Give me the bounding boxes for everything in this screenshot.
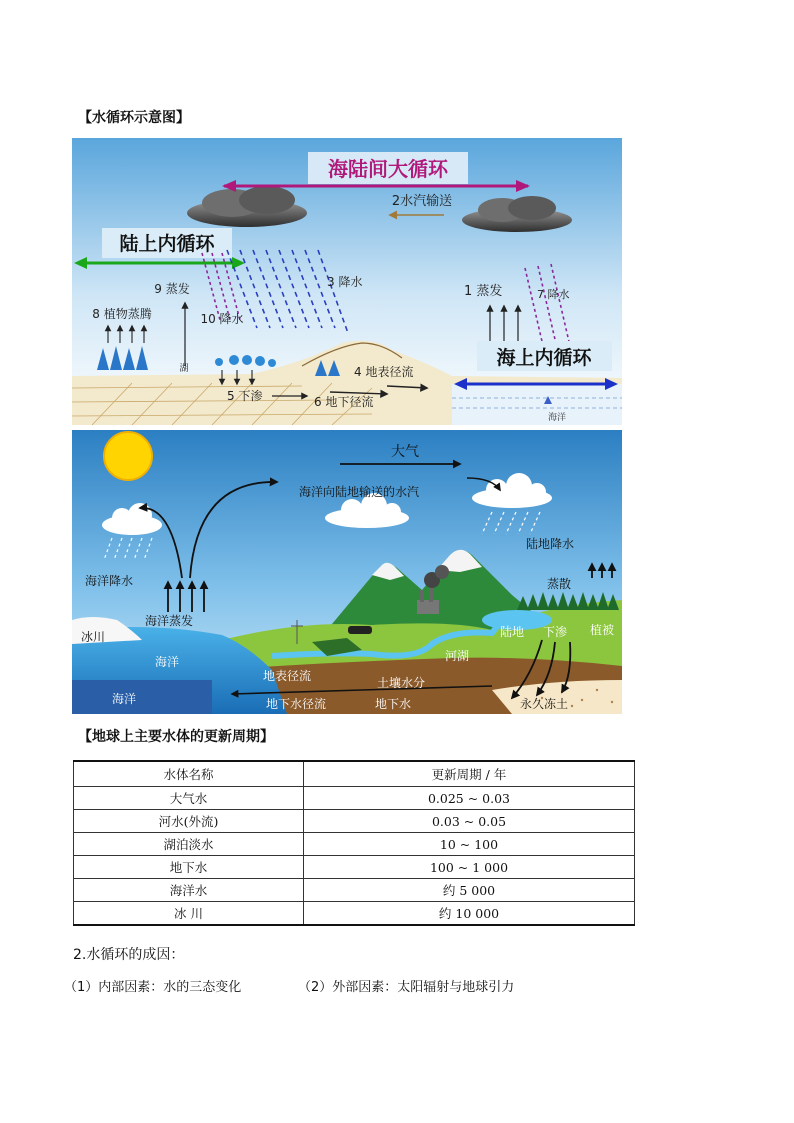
column-header-water-body: 水体名称 <box>74 761 304 787</box>
label-ocean-precipitation: 海洋降水 <box>84 574 134 588</box>
label-atmosphere: 大气 <box>391 444 419 460</box>
label-2-vapor-transport: 2水汽输送 <box>391 194 453 209</box>
label-1-evaporation: 1 蒸发 <box>464 284 503 299</box>
label-9-evaporation: 9 蒸发 <box>154 282 190 296</box>
column-header-renewal-period: 更新周期 / 年 <box>304 761 635 787</box>
label-8-transpiration: 8 植物蒸腾 <box>92 307 152 321</box>
label-7-precipitation: 7 降水 <box>537 288 570 301</box>
sun-icon <box>104 432 152 480</box>
label-6-underground-runoff: 6 地下径流 <box>314 395 374 409</box>
cell-water-body: 大气水 <box>74 787 304 810</box>
table-header-row <box>74 761 635 787</box>
label-groundwater: 地下水 <box>374 697 412 711</box>
label-underground-runoff: 地下水径流 <box>265 697 327 711</box>
label-land-precipitation: 陆地降水 <box>525 537 575 551</box>
table-heading: 【地球上主要水体的更新周期】 <box>78 729 274 745</box>
cell-renewal-period: 10 ~ 100 <box>304 833 635 856</box>
table-row <box>74 833 635 856</box>
cause-internal: （1）内部因素：水的三态变化 <box>64 980 242 995</box>
water-cycle-types-diagram <box>72 138 622 425</box>
label-5-infiltration: 5 下渗 <box>227 389 263 403</box>
cell-water-body: 冰 川 <box>74 902 304 926</box>
label-10-precipitation: 10 降水 <box>200 312 244 326</box>
label-soil-water: 土壤水分 <box>376 676 426 690</box>
renewal-period-table <box>73 760 635 926</box>
cell-renewal-period: 100 ~ 1 000 <box>304 856 635 879</box>
table-row <box>74 787 635 810</box>
label-permafrost: 永久冻土 <box>519 697 569 711</box>
label-4-surface-runoff: 4 地表径流 <box>354 365 414 379</box>
cell-water-body: 地下水 <box>74 856 304 879</box>
table-row <box>74 902 635 926</box>
table-row <box>74 856 635 879</box>
label-land: 陆地 <box>499 625 525 639</box>
cell-renewal-period: 0.03 ~ 0.05 <box>304 810 635 833</box>
cell-water-body: 海洋水 <box>74 879 304 902</box>
label-evapotranspiration: 蒸散 <box>546 577 572 591</box>
sea-cycle-title: 海上内循环 <box>496 347 592 369</box>
cause-external: （2）外部因素：太阳辐射与地球引力 <box>298 980 515 995</box>
cell-water-body: 湖泊淡水 <box>74 833 304 856</box>
cell-renewal-period: 约 10 000 <box>304 902 635 926</box>
land-cycle-title: 陆上内循环 <box>119 233 215 255</box>
cell-renewal-period: 约 5 000 <box>304 879 635 902</box>
label-ocean: 海洋 <box>547 413 567 423</box>
label-ocean-b: 海洋 <box>111 692 137 706</box>
label-surface-runoff: 地表径流 <box>262 669 312 683</box>
causes-heading: 2.水循环的成因： <box>73 947 185 963</box>
label-vegetation: 植被 <box>589 623 615 637</box>
label-3-precipitation: 3 降水 <box>327 275 363 289</box>
cell-water-body: 河水(外流) <box>74 810 304 833</box>
label-rivers-lakes: 河湖 <box>444 649 470 663</box>
cell-renewal-period: 0.025 ~ 0.03 <box>304 787 635 810</box>
diagram-heading: 【水循环示意图】 <box>78 110 190 126</box>
table-row <box>74 810 635 833</box>
label-vapor-transport: 海洋向陆地输送的水汽 <box>298 485 420 499</box>
label-ocean-evaporation: 海洋蒸发 <box>144 614 194 628</box>
car-icon <box>348 626 372 634</box>
label-glacier: 冰川 <box>80 630 106 644</box>
water-cycle-process-diagram <box>72 430 622 714</box>
label-lake: 湖 <box>179 364 189 374</box>
big-cycle-title: 海陆间大循环 <box>328 157 448 181</box>
table-row <box>74 879 635 902</box>
label-ocean-a: 海洋 <box>154 655 180 669</box>
label-infiltration: 下渗 <box>542 625 568 639</box>
